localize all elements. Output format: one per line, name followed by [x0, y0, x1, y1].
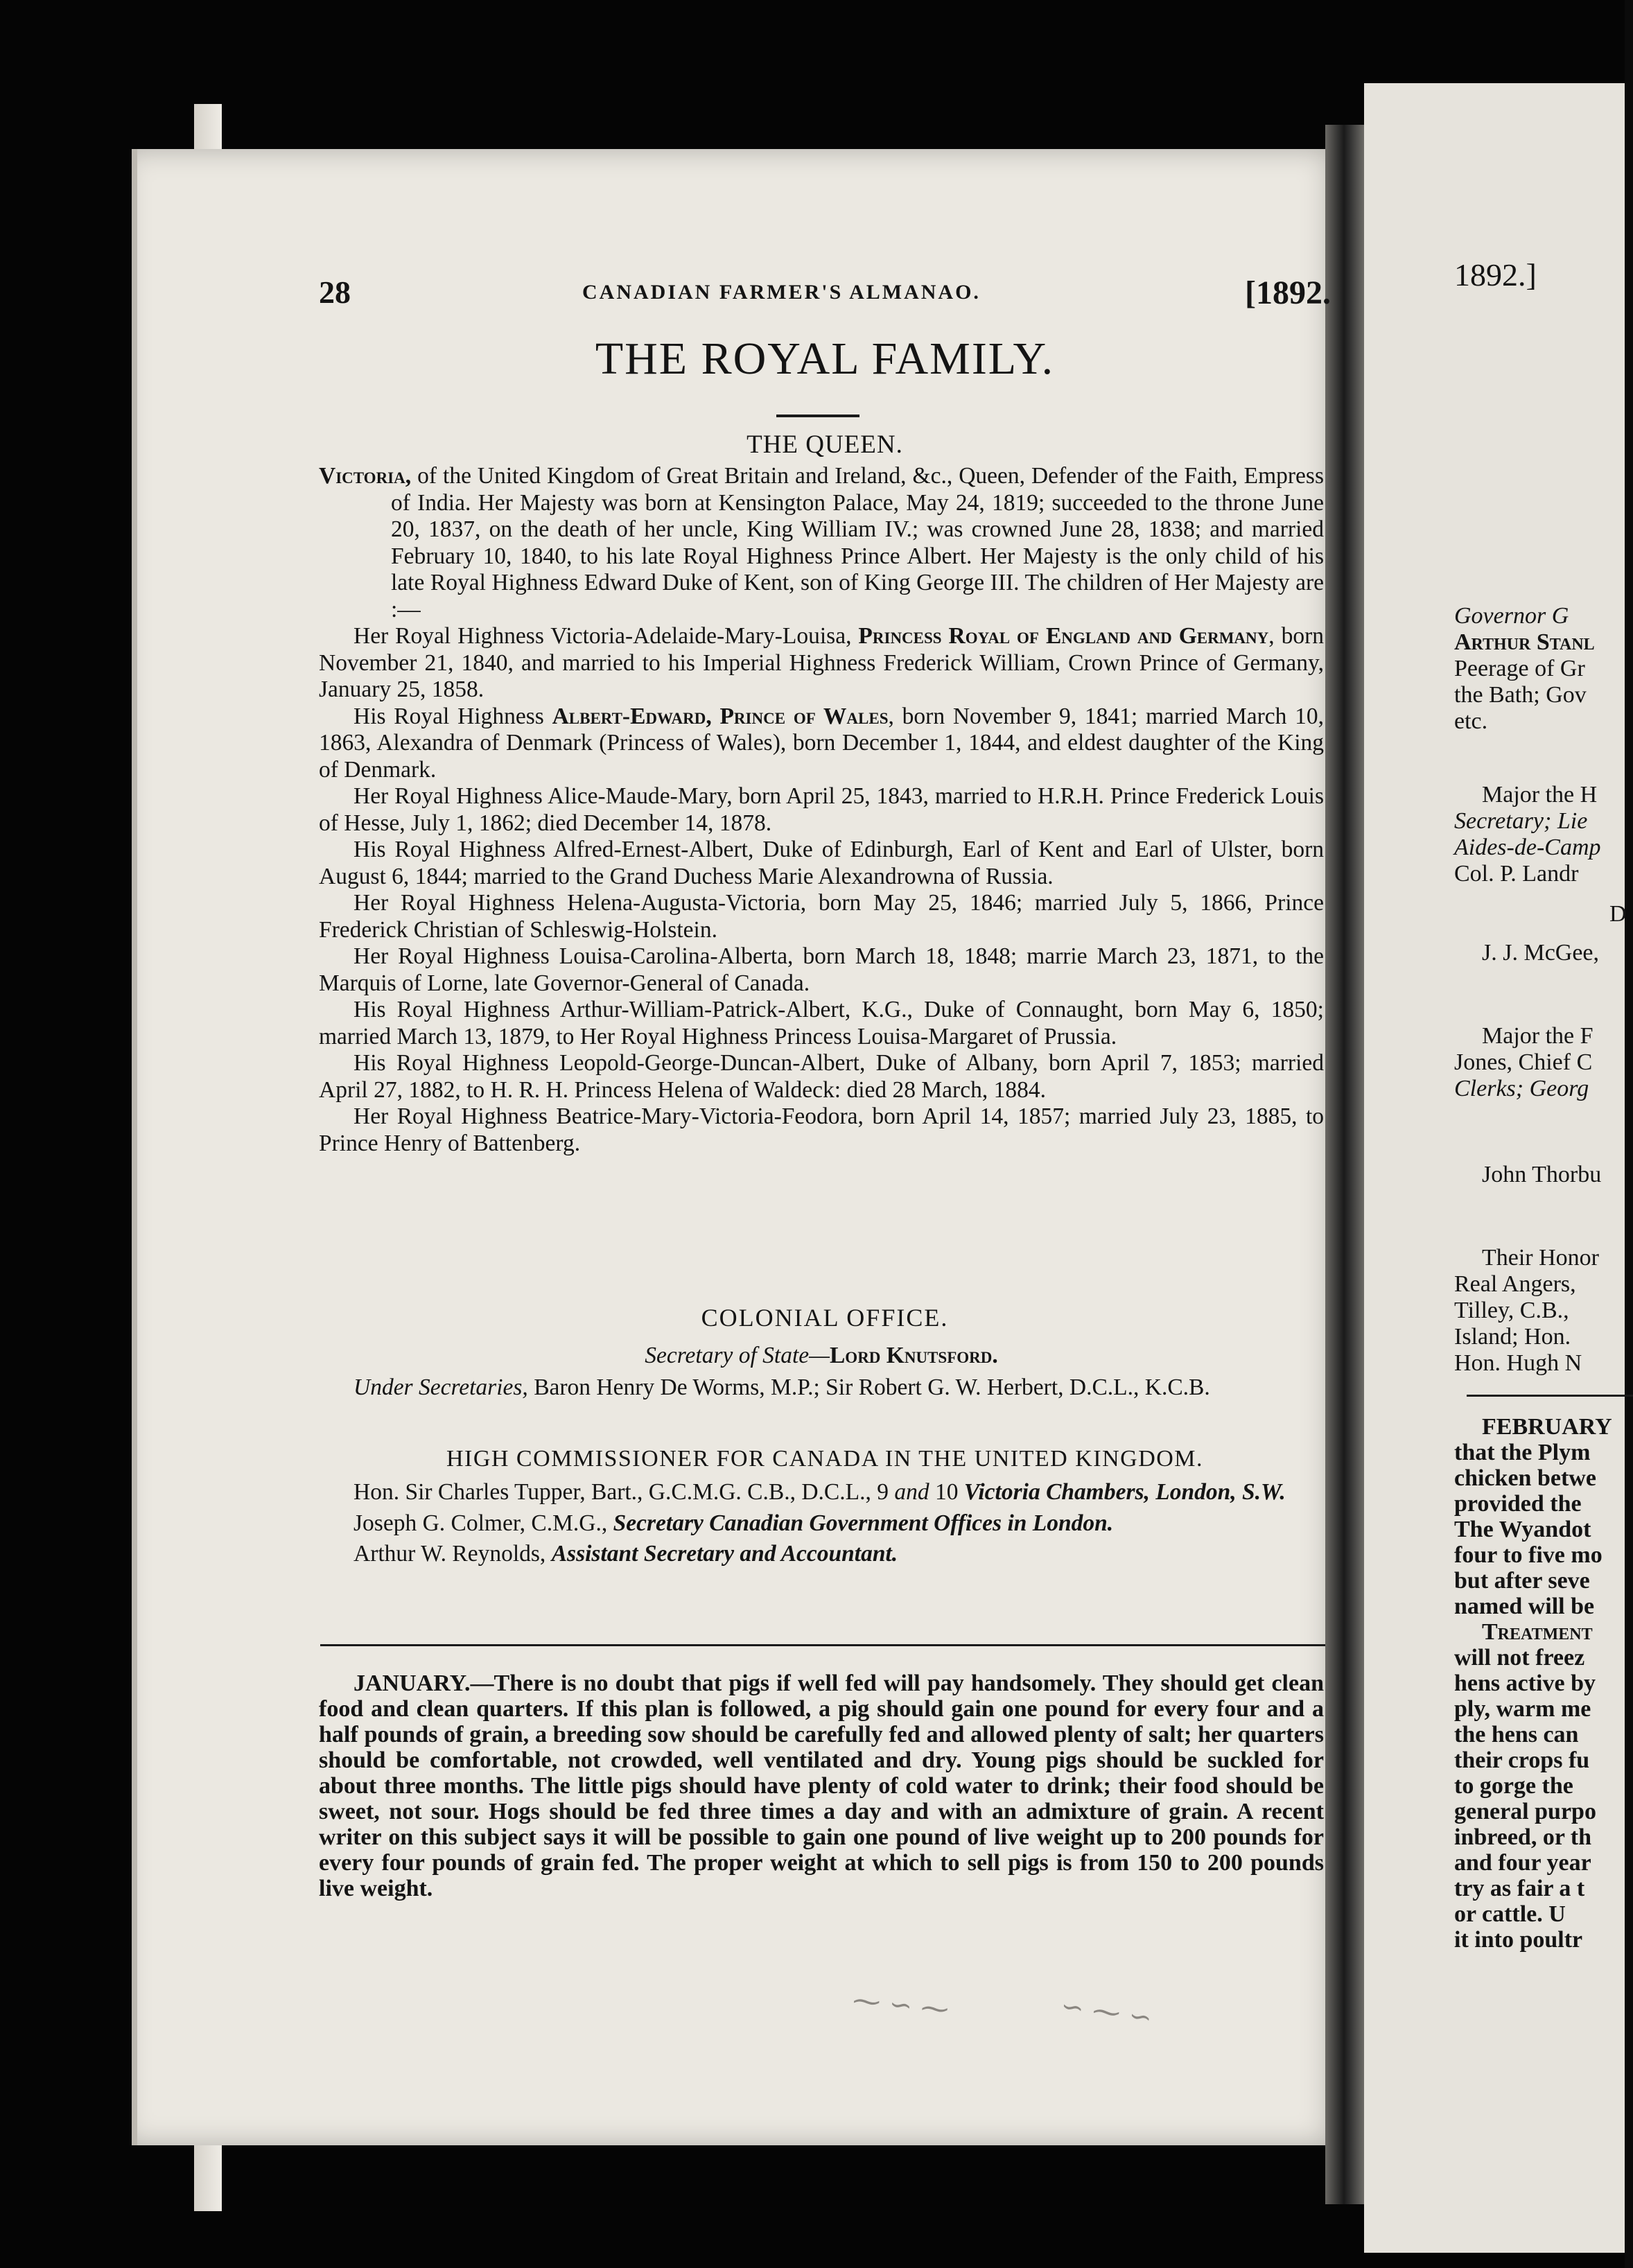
right-page-rule: [1467, 1395, 1633, 1397]
queen-paragraph: [319, 463, 1324, 623]
high-commissioner-section: [319, 1479, 1324, 1568]
child-entry: Her Royal Highness Helena-Augusta-Victoria, born May 25, 1846; married July 5, 1866, Prince Frederick Christian of Schleswig-Holstein.: [319, 890, 1324, 943]
january-text: —There is no doubt that pigs if well fed will pay handsomely. They should get clean food and clean quarters. If this plan is followed, a pig should gain one pound for every four and a half pounds of grain, a breeding sow should be carefully fed and allowed plenty of salt; her quarters should be comfortable, not crowded, well ventilated and dry. Young pigs should be suckled for about three months. The little pigs should have plenty of cold water to drink; their food should be sweet, not sour. Hogs should be fed three times a day and with an admixture of grain. A recent writer on this subject says it will be possible to gain one pound of live weight up to 200 pounds for every four pounds of grain fed. The proper weight at which to sell pigs is from 150 to 200 pounds live weight.: [319, 1671, 1324, 1901]
child-entry: His Royal Highness Albert-Edward, Prince of Wales, born November 9, 1841; married March 10, 1863, Alexandra of Denmark (Princess of Wales), born December 1, 1844, and eldest daughter of the King of Denmark.: [319, 703, 1325, 783]
under-secretaries: Under Secretaries, Baron Henry De Worms, M.P.; Sir Robert G. W. Herbert, D.C.L., K.C.B.: [353, 1375, 1210, 1400]
right-fragment-a: Governor G Arthur Stanl Peerage of Gr the Bath; Gov etc.: [1454, 603, 1595, 734]
child-entry: Her Royal Highness Beatrice-Mary-Victoria-Feodora, born April 14, 1857; married July 23, 1885, to Prince Henry of Battenberg.: [319, 1104, 1324, 1156]
high-commissioner-heading: HIGH COMMISSIONER FOR CANADA IN THE UNITED KINGDOM.: [446, 1446, 1204, 1472]
running-header: [319, 274, 1331, 315]
child-entry: Her Royal Highness Alice-Maude-Mary, born April 25, 1843, married to H.R.H. Prince Frederick Louis of Hesse, July 1, 1862; died December 14, 1878.: [319, 783, 1324, 836]
child-entry: His Royal Highness Alfred-Ernest-Albert, Duke of Edinburgh, Earl of Kent and Earl of Ulster, born August 6, 1844; married to the Grand Duchess Marie Alexandrowna of Russia.: [319, 837, 1324, 889]
hc-entry: Joseph G. Colmer, C.M.G., Secretary Canadian Government Offices in London.: [353, 1510, 1114, 1536]
secretary-of-state: Secretary of State—Lord Knutsford.: [645, 1343, 998, 1368]
right-fragment-mcgee: J. J. McGee,: [1482, 940, 1600, 966]
running-title: CANADIAN FARMER'S ALMANAO.: [582, 281, 981, 304]
queen-heading: THE QUEEN.: [746, 430, 903, 459]
handwritten-scribble: ∽ ⁓ ∽: [1058, 1990, 1155, 2034]
book-gutter: [1325, 125, 1367, 2204]
right-fragment-c: Major the F Jones, Chief C Clerks; Georg: [1454, 1023, 1593, 1101]
page-number: 28: [319, 274, 351, 310]
queen-name: Victoria,: [319, 463, 412, 489]
handwritten-scribble: ⁓ ∽ ⁓: [850, 1984, 950, 2027]
right-fragment-honor: Their Honor Real Angers, Tilley, C.B., Island; Hon. Hon. Hugh N: [1454, 1245, 1600, 1376]
january-note: [319, 1671, 1324, 1901]
right-fragment-b: Major the H Secretary; Lie Aides-de-Camp Col. P. Landr: [1454, 782, 1601, 887]
child-entry: His Royal Highness Arthur-William-Patrick-Albert, K.G., Duke of Connaught, born May 6, 1850; married March 13, 1879, to Her Royal Highness Princess Louisa-Margaret of Prussia.: [319, 997, 1324, 1049]
title-rule: [776, 415, 859, 417]
right-fragment-d: D: [1609, 901, 1627, 927]
child-entry: His Royal Highness Leopold-George-Duncan-Albert, Duke of Albany, born April 7, 1853; married April 27, 1882, to H. R. H. Princess Helena of Waldeck: died 28 March, 1884.: [319, 1050, 1324, 1103]
right-fragment-thorbu: John Thorbu: [1482, 1162, 1602, 1187]
right-fragment-feb: FEBRUARY that the Plym chicken betwe provided the The Wyandot four to five mo but after seve named will be Treatment will not freez hens active by ply, warm me the hens can their crops fu to gorge the general purpo inbreed, or th and four year try as fair a t or cattle. U it into poultr: [1454, 1414, 1612, 1953]
hc-entry: Hon. Sir Charles Tupper, Bart., G.C.M.G. C.B., D.C.L., 9 and 10 Victoria Chambers, London, S.W.: [353, 1479, 1286, 1505]
page-title: THE ROYAL FAMILY.: [595, 333, 1055, 384]
header-year: [1892.: [1245, 274, 1331, 311]
section-rule: [320, 1644, 1325, 1646]
colonial-office-heading: COLONIAL OFFICE.: [701, 1304, 949, 1332]
january-label: JANUARY.: [353, 1671, 471, 1696]
queen-section: [319, 463, 1324, 1157]
queen-text: of the United Kingdom of Great Britain and Ireland, &c., Queen, Defender of the Faith, Empress of India. Her Majesty was born at Kensington Palace, May 24, 1819; succeeded to the throne June 20, 1837, on the death of her uncle, King William IV.; was crowned June 28, 1838; and married February 10, 1840, to his late Royal Highness Prince Albert. Her Majesty is the only child of his late Royal Highness Edward Duke of Kent, son of King George III. The children of Her Majesty are :—: [391, 463, 1324, 622]
right-page-year: 1892.]: [1454, 257, 1537, 293]
child-entry: Her Royal Highness Victoria-Adelaide-Mary-Louisa, Princess Royal of England and Germany, born November 21, 1840, and married to his Imperial Highness Frederick William, Crown Prince of Germany, January 25, 1858.: [319, 623, 1325, 702]
child-entry: Her Royal Highness Louisa-Carolina-Alberta, born March 18, 1848; marrie March 23, 1871, to the Marquis of Lorne, late Governor-General of Canada.: [319, 943, 1324, 996]
hc-entry: Arthur W. Reynolds, Assistant Secretary and Accountant.: [353, 1541, 898, 1567]
